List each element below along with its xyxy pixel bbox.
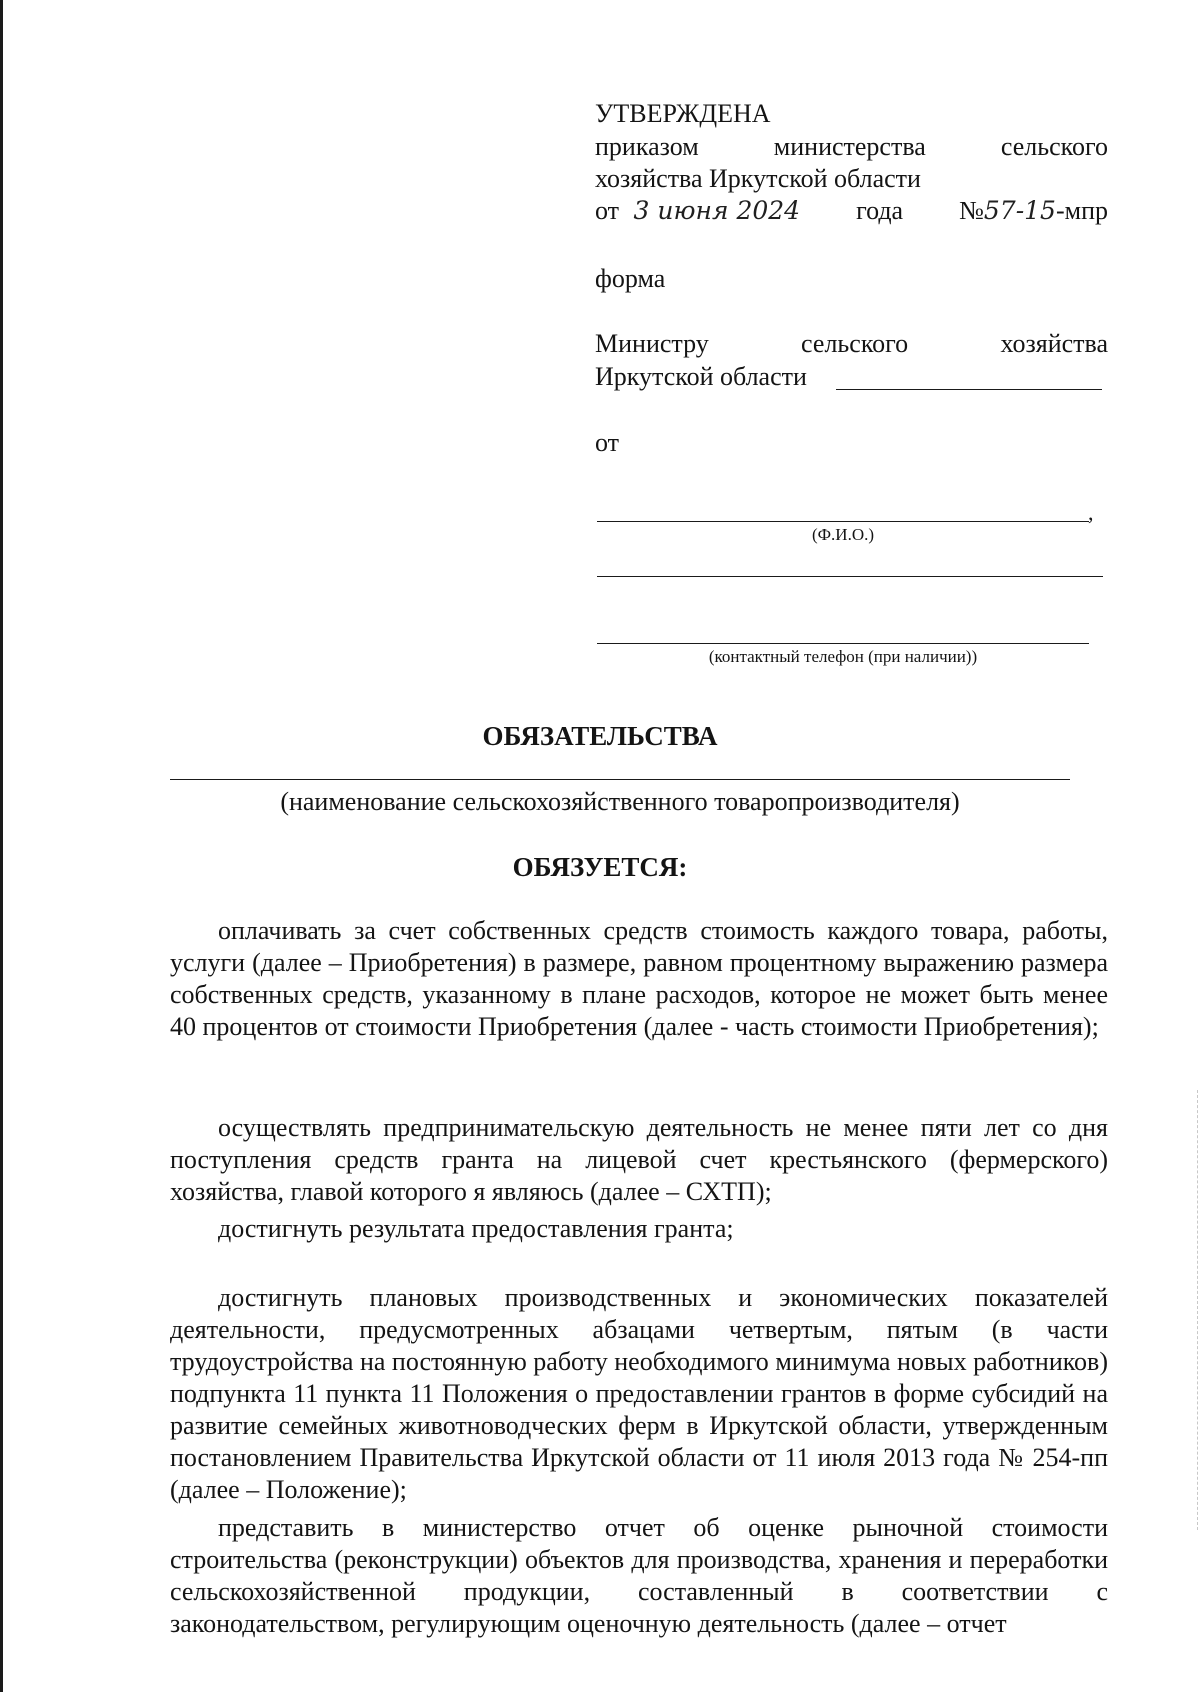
scan-left-edge <box>0 0 3 1692</box>
address-blank[interactable] <box>597 576 1103 577</box>
from-label: от <box>595 428 620 457</box>
approval-year-word: года <box>856 196 904 225</box>
approval-number-group <box>959 195 1108 227</box>
paragraph-payment: оплачивать за счет собственных средств стоимость каждого товара, работы, услуги (далее – Приобретения) в размере, равном процентному выражению размера собственных средств, указанному в плане расходов, которое не может быть менее 40 процентов от стоимости Приобретения (далее - часть стоимости Приобретения); <box>170 916 1108 1041</box>
approval-word-2: министерства <box>773 132 926 161</box>
minister-name-blank[interactable] <box>836 389 1102 390</box>
undertakes-heading: ОБЯЗУЕТСЯ: <box>512 852 688 882</box>
paragraph-grant-result: достигнуть результата предоставления гранта; <box>218 1214 734 1243</box>
addressee-line-2: Иркутской области <box>595 362 807 391</box>
approval-date-line <box>595 195 1108 227</box>
phone-caption: (контактный телефон (при наличии)) <box>708 647 978 666</box>
handwritten-date: 3 июня 2024 <box>633 196 801 225</box>
fio-comma: , <box>1088 500 1094 525</box>
approval-line-2: хозяйства Иркутской области <box>595 164 921 193</box>
form-label: форма <box>595 264 666 293</box>
addressee-word-1: Министру <box>595 329 709 358</box>
paragraph-report: представить в министерство отчет об оценке рыночной стоимости строительства (реконструкции) объектов для производства, хранения и переработки сельскохозяйственной продукции, составленный в соответствии с законодательством, регулирующим оценочную деятельность (далее – отчет <box>170 1513 1108 1638</box>
producer-name-blank[interactable] <box>170 779 1070 780</box>
approval-date-group <box>595 195 800 227</box>
addressee-word-3: хозяйства <box>1000 329 1108 358</box>
approval-word-1: приказом <box>595 132 699 161</box>
paragraph-business-activity: осуществлять предпринимательскую деятельность не менее пяти лет со дня поступления средств гранта на лицевой счет крестьянского (фермерского) хозяйства, главой которого я являюсь (далее – СХТП); <box>170 1113 1108 1206</box>
scan-right-marks <box>1197 1090 1199 1530</box>
approval-number-suffix: -мпр <box>1055 196 1108 225</box>
approval-line-1 <box>595 131 1108 163</box>
approval-number-prefix: № <box>959 196 984 225</box>
phone-blank[interactable] <box>597 643 1089 644</box>
document-title: ОБЯЗАТЕЛЬСТВА <box>482 721 718 751</box>
approval-date-prefix: от <box>595 196 620 225</box>
handwritten-number: 57-15 <box>983 196 1056 225</box>
fio-blank[interactable] <box>597 521 1089 522</box>
producer-caption: (наименование сельскохозяйственного товаропроизводителя) <box>280 787 960 816</box>
approval-title: УТВЕРЖДЕНА <box>595 99 771 128</box>
addressee-word-2: сельского <box>801 329 909 358</box>
approval-word-3: сельского <box>1000 132 1108 161</box>
addressee-line-1 <box>595 328 1108 360</box>
fio-caption: (Ф.И.О.) <box>811 525 875 544</box>
paragraph-indicators: достигнуть плановых производственных и экономических показателей деятельности, предусмотренных абзацами четвертым, пятым (в части трудоустройства на постоянную работу необходимого минимума новых работников) подпункта 11 пункта 11 Положения о предоставлении грантов в форме субсидий на развитие семейных животноводческих ферм в Иркутской области, утвержденным постановлением Правительства Иркутской области от 11 июля 2013 года № 254-пп (далее – Положение); <box>170 1283 1108 1504</box>
